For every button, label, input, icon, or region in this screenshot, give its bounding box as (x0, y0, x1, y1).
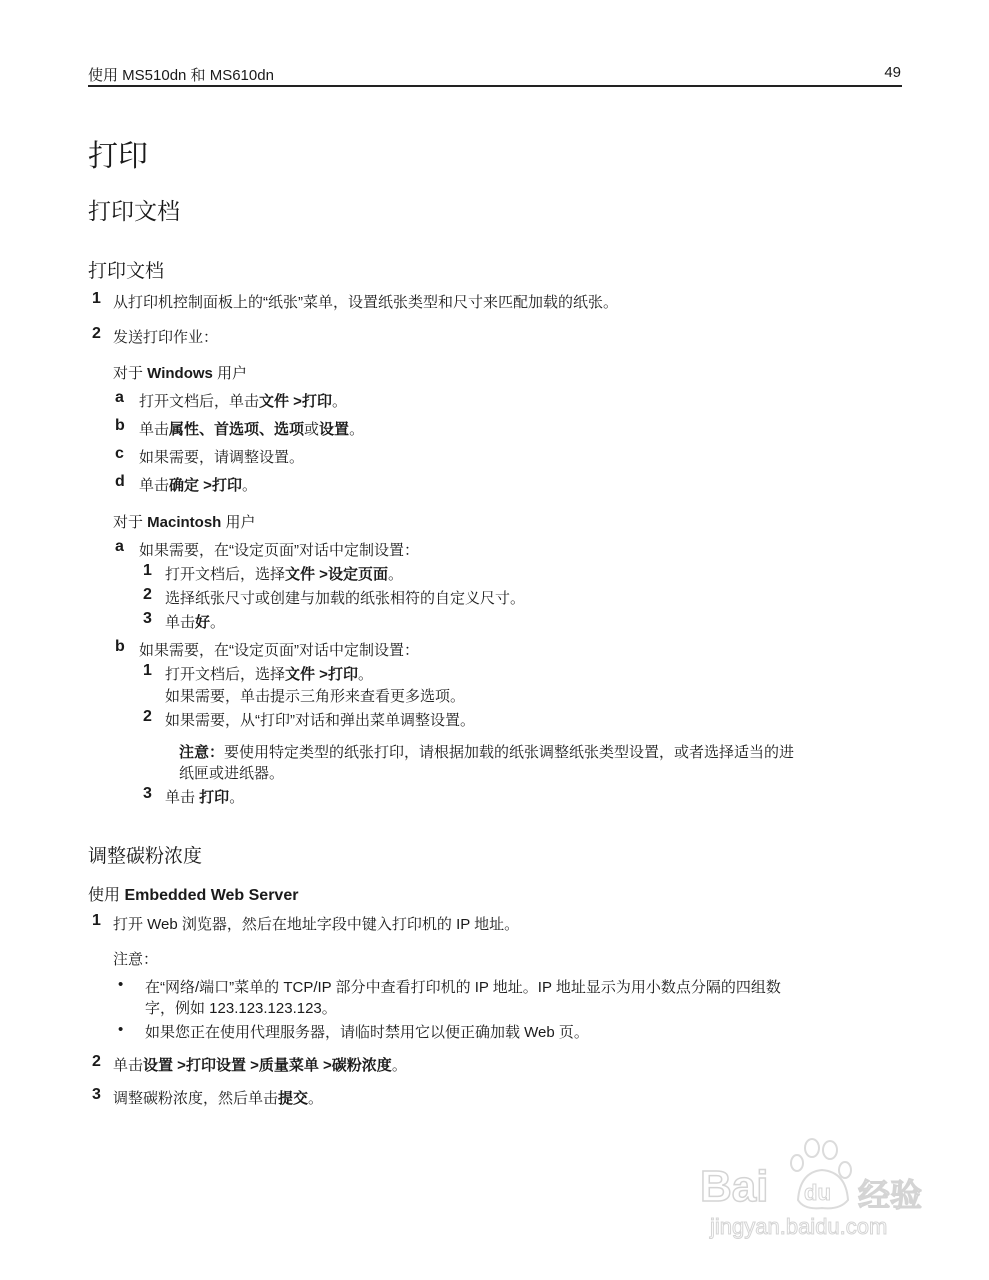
running-header: 使用 MS510dn 和 MS610dn (88, 67, 274, 84)
bullet-icon: • (118, 1021, 124, 1038)
subsection-title-toner: 调整碳粉浓度 (88, 846, 203, 867)
ews-heading: 使用 Embedded Web Server (88, 887, 299, 904)
step-text: 发送打印作业： (113, 329, 219, 346)
subsection-title-print-doc: 打印文档 (88, 261, 165, 282)
step-text: 从打印机控制面板上的“纸张”菜单，设置纸张类型和尺寸来匹配加载的纸张。 (113, 294, 618, 311)
toner-note-label: 注意： (113, 951, 159, 968)
header-rule (88, 85, 902, 87)
page-number: 49 (884, 64, 901, 81)
chapter-title: 打印 (88, 140, 148, 173)
step-number: 2 (92, 325, 101, 342)
section-title: 打印文档 (88, 198, 180, 224)
bullet-icon: • (118, 976, 124, 993)
mac-heading: 对于 Macintosh 用户 (113, 514, 256, 531)
step-number: 1 (92, 290, 101, 307)
baidu-watermark: Bai du 经验 jingyan.baidu.com (700, 1130, 940, 1240)
windows-heading: 对于 Windows 用户 (113, 365, 248, 382)
